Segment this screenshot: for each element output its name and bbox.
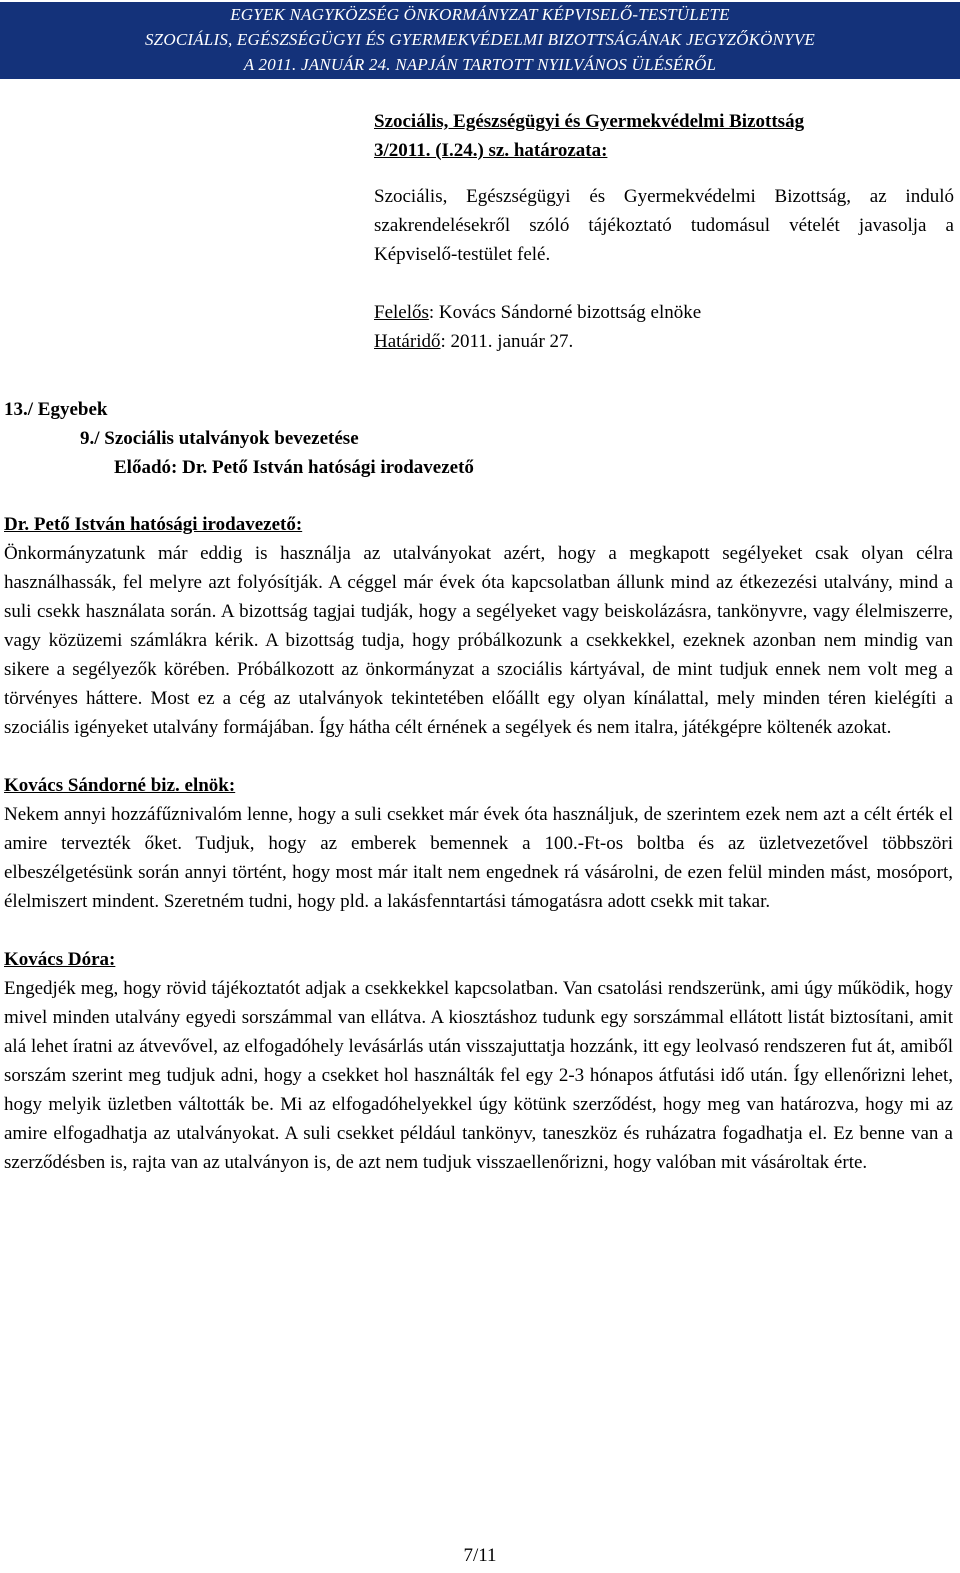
page-number: 7/11 [463, 1545, 497, 1566]
speech-text: Önkormányzatunk már eddig is használja az utalványokat azért, hogy a megkapott segélyeket csak olyan célra használhassák, fel melyre azt folyósítják. A céggel már évek óta kapcsolatban állunk mind az étkezezési utalvány, mind a suli csekk használata során. A bizottság tagjai tudják, hogy a segélyeket vagy beiskolázásra, tankönyvre, vagy élelmiszerre, vagy közüzemi számlákra kérik. A bizottság tudja, hogy próbálkozunk a csekkekkel, ezeknek azonban nem mindig van sikere a segélyezők körében. Próbálkozott az önkormányzat a szociális kártyával, de mint tudjuk ennek nem volt meg a törvényes háttere. Most ez a cég az utalványok tekintetében előállt egy olyan kínálattal, mely minden téren kielégíti a szociális igényeket utalvány formájában. Így hátha célt érnének a segélyek és nem italra, játékgépre költenék azokat. [4, 543, 953, 738]
resolution-deadline [374, 327, 954, 356]
speech-text: Nekem annyi hozzáfűznivalóm lenne, hogy a suli csekket már évek óta használjuk, de szerintem ezek nem azt a célt érték el amire tervezték őket. Tudjuk, hogy az emberek bemennek a 100.-Ft-os boltba és az üzletvezetővel többszöri elbeszélgetésünk során annyi történt, hogy most már italt nem engednek rá vásárolni, de ezen felül minden mást, mosóport, élelmiszert mindent. Szeretném tudni, hogy pld. a lakásfenntartási támogatásra adott csekk mit takar. [4, 804, 953, 912]
speech-block [4, 771, 953, 916]
speech-text: Engedjék meg, hogy rövid tájékoztatót adjak a csekkekkel kapcsolatban. Van csatolási rendszerünk, ami úgy működik, hogy mivel minden utalvány egyedi sorszámmal van ellátva. A kiosztáshoz tudunk egy sorszámmal ellátott listát biztosítani, amit alá lehet íratni az átvevővel, az elfogadóhely levásárlás után visszajuttatja hozzánk, itt egy leolvasó rendszeren fut át, amiből sorszám szerint meg tudjuk adni, hogy a csekket hol használták fel egy 2-3 hónapos átfutási idő után. Így ellenőrizni lehet, hogy melyik üzletben váltották be. Mi az elfogadóhelyekkel úgy kötünk szerződést, hogy meg van határozva, hogy mi az amire elfogadhatja az utalványokat. A suli csekket például tankönyv, taneszköz és ruházatra fogadhatja el. Ez benne van a szerződésben is, rajta van az utalványon is, de azt nem tudjuk visszaellenőrizni, hogy valóban mit vásároltak érte. [4, 978, 953, 1173]
resolution-responsible [374, 298, 954, 327]
header-line-1: EGYEK NAGYKÖZSÉG ÖNKORMÁNYZAT KÉPVISELŐ-TESTÜLETE [230, 5, 730, 24]
resolution-body: Szociális, Egészségügyi és Gyermekvédelmi Bizottság, az induló szakrendelésekről szóló tájékoztató tudomásul vételét javasolja a Képviselő-testület felé. [374, 186, 954, 265]
agenda-presenter: Előadó: Dr. Pető István hatósági irodavezető [114, 457, 474, 478]
agenda-heading [4, 395, 474, 482]
deadline-value: : 2011. január 27. [440, 331, 574, 352]
speaker-name: Kovács Dóra: [4, 949, 116, 970]
header-line-2: SZOCIÁLIS, EGÉSZSÉGÜGYI ÉS GYERMEKVÉDELMI BIZOTTSÁGÁNAK JEGYZŐKÖNYVE [144, 30, 815, 49]
speaker-name: Kovács Sándorné biz. elnök: [4, 775, 236, 796]
responsible-label: Felelős [374, 302, 429, 323]
agenda-subitem: 9./ Szociális utalványok bevezetése [80, 428, 359, 449]
agenda-item: 13./ Egyebek [4, 399, 108, 420]
minutes-body [4, 510, 953, 1206]
resolution-block [374, 107, 954, 356]
resolution-title-line-2: 3/2011. (I.24.) sz. határozata: [374, 140, 608, 161]
document-header [0, 2, 960, 79]
deadline-label: Határidő [374, 331, 441, 352]
responsible-value: : Kovács Sándorné bizottság elnöke [428, 302, 702, 323]
speaker-name: Dr. Pető István hatósági irodavezető: [4, 514, 303, 535]
speech-block [4, 510, 953, 742]
speech-block [4, 945, 953, 1177]
header-line-3: A 2011. JANUÁR 24. NAPJÁN TARTOTT NYILVÁNOS ÜLÉSÉRŐL [243, 55, 717, 74]
resolution-title-line-1: Szociális, Egészségügyi és Gyermekvédelmi Bizottság [374, 111, 805, 132]
